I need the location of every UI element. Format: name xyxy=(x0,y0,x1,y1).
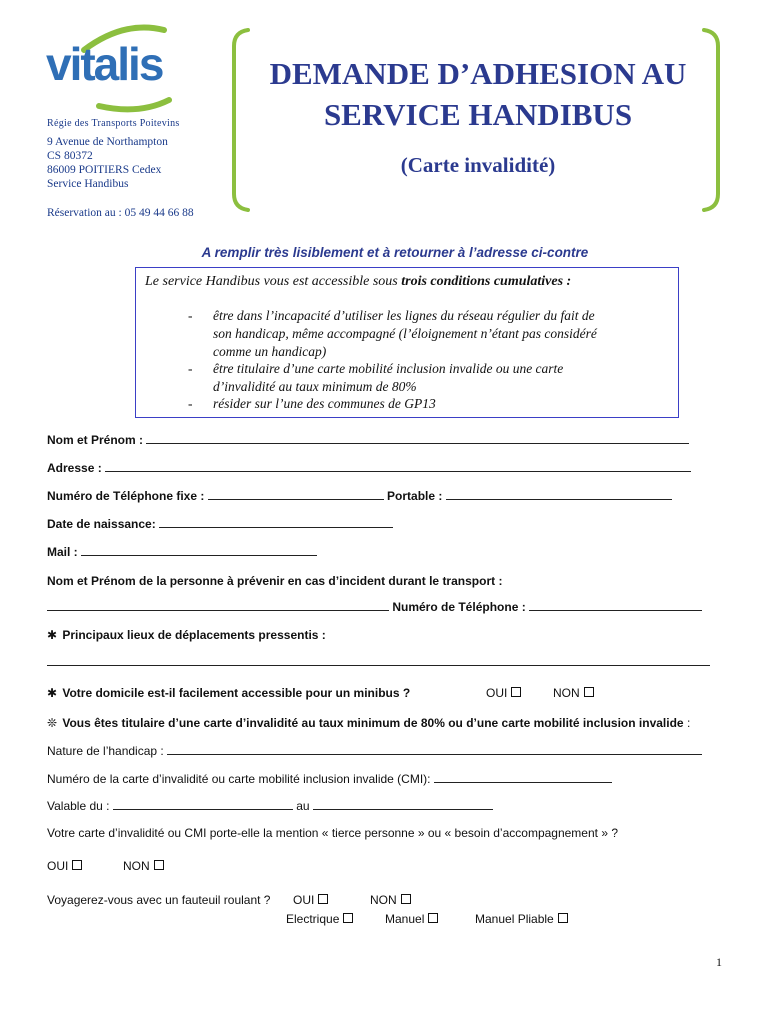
field-label: Valable du : xyxy=(47,799,110,813)
field-label: Nom et Prénom : xyxy=(47,433,144,447)
checkbox[interactable] xyxy=(558,913,568,923)
reservation-phone: Réservation au : 05 49 44 66 88 xyxy=(47,207,194,219)
blank-line[interactable] xyxy=(113,808,293,810)
option-label: OUI xyxy=(47,859,69,873)
condition-dash: - xyxy=(188,308,193,323)
option-label: OUI xyxy=(293,893,315,907)
checkbox[interactable] xyxy=(401,894,411,904)
field-lieux-deplacements-label xyxy=(47,628,326,642)
field-mail[interactable] xyxy=(47,545,317,559)
address-line: Service Handibus xyxy=(47,178,129,190)
option-label: OUI xyxy=(486,686,508,700)
vitalis-logo xyxy=(44,20,204,115)
field-label: Date de naissance: xyxy=(47,517,156,531)
address-line: CS 80372 xyxy=(47,150,93,162)
blank-line[interactable] xyxy=(434,781,612,783)
field-label: Mail : xyxy=(47,545,78,559)
fauteuil-manuel-option[interactable] xyxy=(385,912,438,926)
logo-text: vitalis xyxy=(46,38,163,90)
checkbox[interactable] xyxy=(72,860,82,870)
option-label: NON xyxy=(553,686,580,700)
question-suffix: : xyxy=(683,716,691,730)
flower-icon: ❊ xyxy=(47,716,58,730)
field-nom-prenom[interactable] xyxy=(47,433,689,447)
mention-non-option[interactable] xyxy=(123,859,164,873)
field-label: Numéro de la carte d’invalidité ou carte mobilité inclusion invalide (CMI): xyxy=(47,772,431,786)
condition-line: résider sur l’une des communes de GP13 xyxy=(213,396,436,411)
option-label: Electrique xyxy=(286,912,340,926)
option-label: NON xyxy=(370,893,397,907)
blank-line[interactable] xyxy=(105,470,691,472)
blank-line[interactable] xyxy=(146,442,689,444)
fauteuil-non-option[interactable] xyxy=(370,893,411,907)
mention-oui-option[interactable] xyxy=(47,859,82,873)
conditions-intro-text: Le service Handibus vous est accessible sous xyxy=(145,274,402,289)
conditions-intro xyxy=(145,274,571,290)
fauteuil-electrique-option[interactable] xyxy=(286,912,353,926)
asterisk-icon: ✱ xyxy=(47,628,58,642)
blank-line[interactable] xyxy=(208,498,384,500)
fauteuil-oui-option[interactable] xyxy=(293,893,328,907)
document-title-line2: SERVICE HANDIBUS xyxy=(323,97,633,132)
checkbox[interactable] xyxy=(511,687,521,697)
field-label: Principaux lieux de déplacements pressentis : xyxy=(62,628,326,642)
question-label: Votre domicile est-il facilement accessible pour un minibus ? xyxy=(62,686,411,700)
field-label: Numéro de Téléphone : xyxy=(392,600,526,614)
address-line: 9 Avenue de Northampton xyxy=(47,136,168,148)
checkbox[interactable] xyxy=(343,913,353,923)
asterisk-icon: ✱ xyxy=(47,686,58,700)
condition-line: être dans l’incapacité d’utiliser les lignes du réseau régulier du fait de xyxy=(213,308,595,323)
field-validite[interactable] xyxy=(47,799,493,813)
field-nature-handicap[interactable] xyxy=(47,744,702,758)
conditions-intro-bold: trois conditions cumulatives : xyxy=(401,274,572,289)
blank-line[interactable] xyxy=(159,526,393,528)
blank-line[interactable] xyxy=(529,609,702,611)
document-subtitle: (Carte invalidité) xyxy=(400,153,556,177)
option-label: Manuel Pliable xyxy=(475,912,554,926)
domicile-non-option[interactable] xyxy=(553,686,594,700)
field-telephone-fixe[interactable] xyxy=(47,489,672,503)
field-label: Nature de l’handicap : xyxy=(47,744,164,758)
field-personne-prevenir[interactable] xyxy=(47,600,702,614)
address-line: 86009 POITIERS Cedex xyxy=(47,164,162,176)
field-label: Numéro de Téléphone fixe : xyxy=(47,489,205,503)
blank-line[interactable] xyxy=(81,554,317,556)
condition-line: comme un handicap) xyxy=(213,344,327,359)
field-date-naissance[interactable] xyxy=(47,517,393,531)
checkbox[interactable] xyxy=(318,894,328,904)
condition-line: d’invalidité au taux minimum de 80% xyxy=(213,379,417,394)
fauteuil-question: Voyagerez-vous avec un fauteuil roulant ? xyxy=(47,893,271,907)
titulaire-question xyxy=(47,716,690,730)
option-label: NON xyxy=(123,859,150,873)
organization-address xyxy=(47,118,247,191)
blank-line[interactable] xyxy=(313,808,493,810)
fauteuil-manuel-pliable-option[interactable] xyxy=(475,912,568,926)
condition-line: son handicap, même accompagné (l’éloignement n’étant pas considéré xyxy=(213,326,597,341)
condition-line: être titulaire d’une carte mobilité inclusion invalide ou une carte xyxy=(213,361,564,376)
domicile-oui-option[interactable] xyxy=(486,686,521,700)
mention-question: Votre carte d’invalidité ou CMI porte-elle la mention « tierce personne » ou « besoin d’accompagnement » ? xyxy=(47,826,619,840)
checkbox[interactable] xyxy=(584,687,594,697)
blank-line[interactable] xyxy=(446,498,672,500)
document-title-line1: DEMANDE D’ADHESION AU xyxy=(269,56,687,91)
domicile-question xyxy=(47,686,410,700)
field-numero-carte[interactable] xyxy=(47,772,612,786)
condition-dash: - xyxy=(188,361,193,376)
condition-dash: - xyxy=(188,396,193,411)
field-label-au: au xyxy=(296,799,310,813)
field-personne-prevenir-label: Nom et Prénom de la personne à prévenir en cas d’incident durant le transport : xyxy=(47,574,503,588)
checkbox[interactable] xyxy=(428,913,438,923)
org-name: Régie des Transports Poitevins xyxy=(47,118,180,129)
blank-line[interactable] xyxy=(47,609,389,611)
option-label: Manuel xyxy=(385,912,425,926)
field-lieux-deplacements[interactable] xyxy=(47,655,710,669)
field-adresse[interactable] xyxy=(47,461,691,475)
instruction-text: A remplir très lisiblement et à retourner à l’adresse ci-contre xyxy=(201,245,589,260)
question-label: Vous êtes titulaire d’une carte d’invalidité au taux minimum de 80% ou d’une carte mobilité inclusion invalide xyxy=(62,716,684,730)
field-label: Adresse : xyxy=(47,461,102,475)
checkbox[interactable] xyxy=(154,860,164,870)
blank-line[interactable] xyxy=(47,664,710,666)
blank-line[interactable] xyxy=(167,753,702,755)
page-number: 1 xyxy=(716,955,722,969)
field-label-portable: Portable : xyxy=(387,489,443,503)
